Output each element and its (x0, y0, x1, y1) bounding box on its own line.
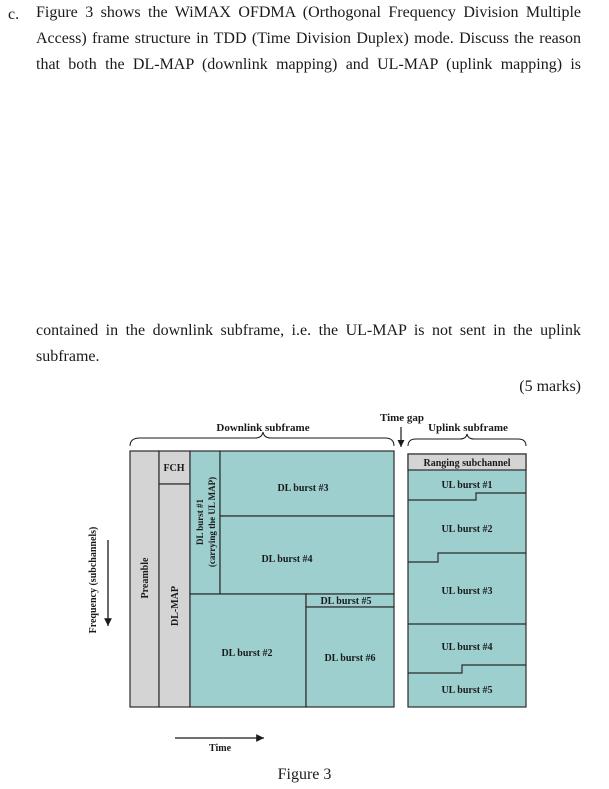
question-line-3: that both the DL-MAP (downlink mapping) and UL-MAP (uplink mapping) is (36, 56, 581, 73)
ul-burst-1-label: UL burst #1 (441, 480, 493, 491)
dl-burst-2-label: DL burst #2 (221, 648, 273, 659)
marks-label: (5 marks) (519, 378, 581, 395)
ul-burst-4-label: UL burst #4 (441, 642, 493, 653)
dl-burst-3-label: DL burst #3 (277, 483, 329, 494)
question-line-2: Access) frame structure in TDD (Time Division Duplex) mode. Discuss the reason (36, 30, 581, 47)
downlink-subframe-label: Downlink subframe (216, 422, 310, 434)
frequency-axis-label: Frequency (subchannels) (88, 526, 99, 634)
ranging-subchannel-label: Ranging subchannel (423, 458, 511, 469)
ul-burst-2-label: UL burst #2 (441, 524, 493, 535)
ul-burst-3-label: UL burst #3 (441, 586, 493, 597)
fch-label: FCH (163, 463, 185, 474)
figure-caption: Figure 3 (277, 766, 332, 783)
uplink-subframe-label: Uplink subframe (428, 422, 508, 434)
time-axis-label: Time (208, 743, 232, 754)
preamble-label: Preamble (140, 557, 151, 599)
time-gap-label: Time gap (379, 412, 425, 424)
downlink-brace (130, 432, 394, 446)
frame-structure-diagram (0, 400, 609, 760)
question-line-5: subframe. (36, 348, 100, 365)
question-label: c. (8, 6, 20, 23)
uplink-subframe-block (408, 454, 526, 707)
ul-burst-5-label: UL burst #5 (441, 685, 493, 696)
dl-burst-1-label: DL burst #1 (195, 498, 205, 546)
question-line-4: contained in the downlink subframe, i.e. the UL-MAP is not sent in the uplink (36, 322, 581, 339)
dl-map-label: DL-MAP (170, 586, 181, 626)
dl-burst-5-label: DL burst #5 (320, 596, 372, 607)
question-line-1: Figure 3 shows the WiMAX OFDMA (Orthogonal Frequency Division Multiple (36, 4, 581, 21)
dl-burst-4-label: DL burst #4 (261, 554, 313, 565)
dl-burst-1-sublabel: (carrying the UL MAP) (207, 476, 217, 568)
uplink-brace (408, 434, 526, 446)
dl-burst-6-label: DL burst #6 (324, 653, 376, 664)
